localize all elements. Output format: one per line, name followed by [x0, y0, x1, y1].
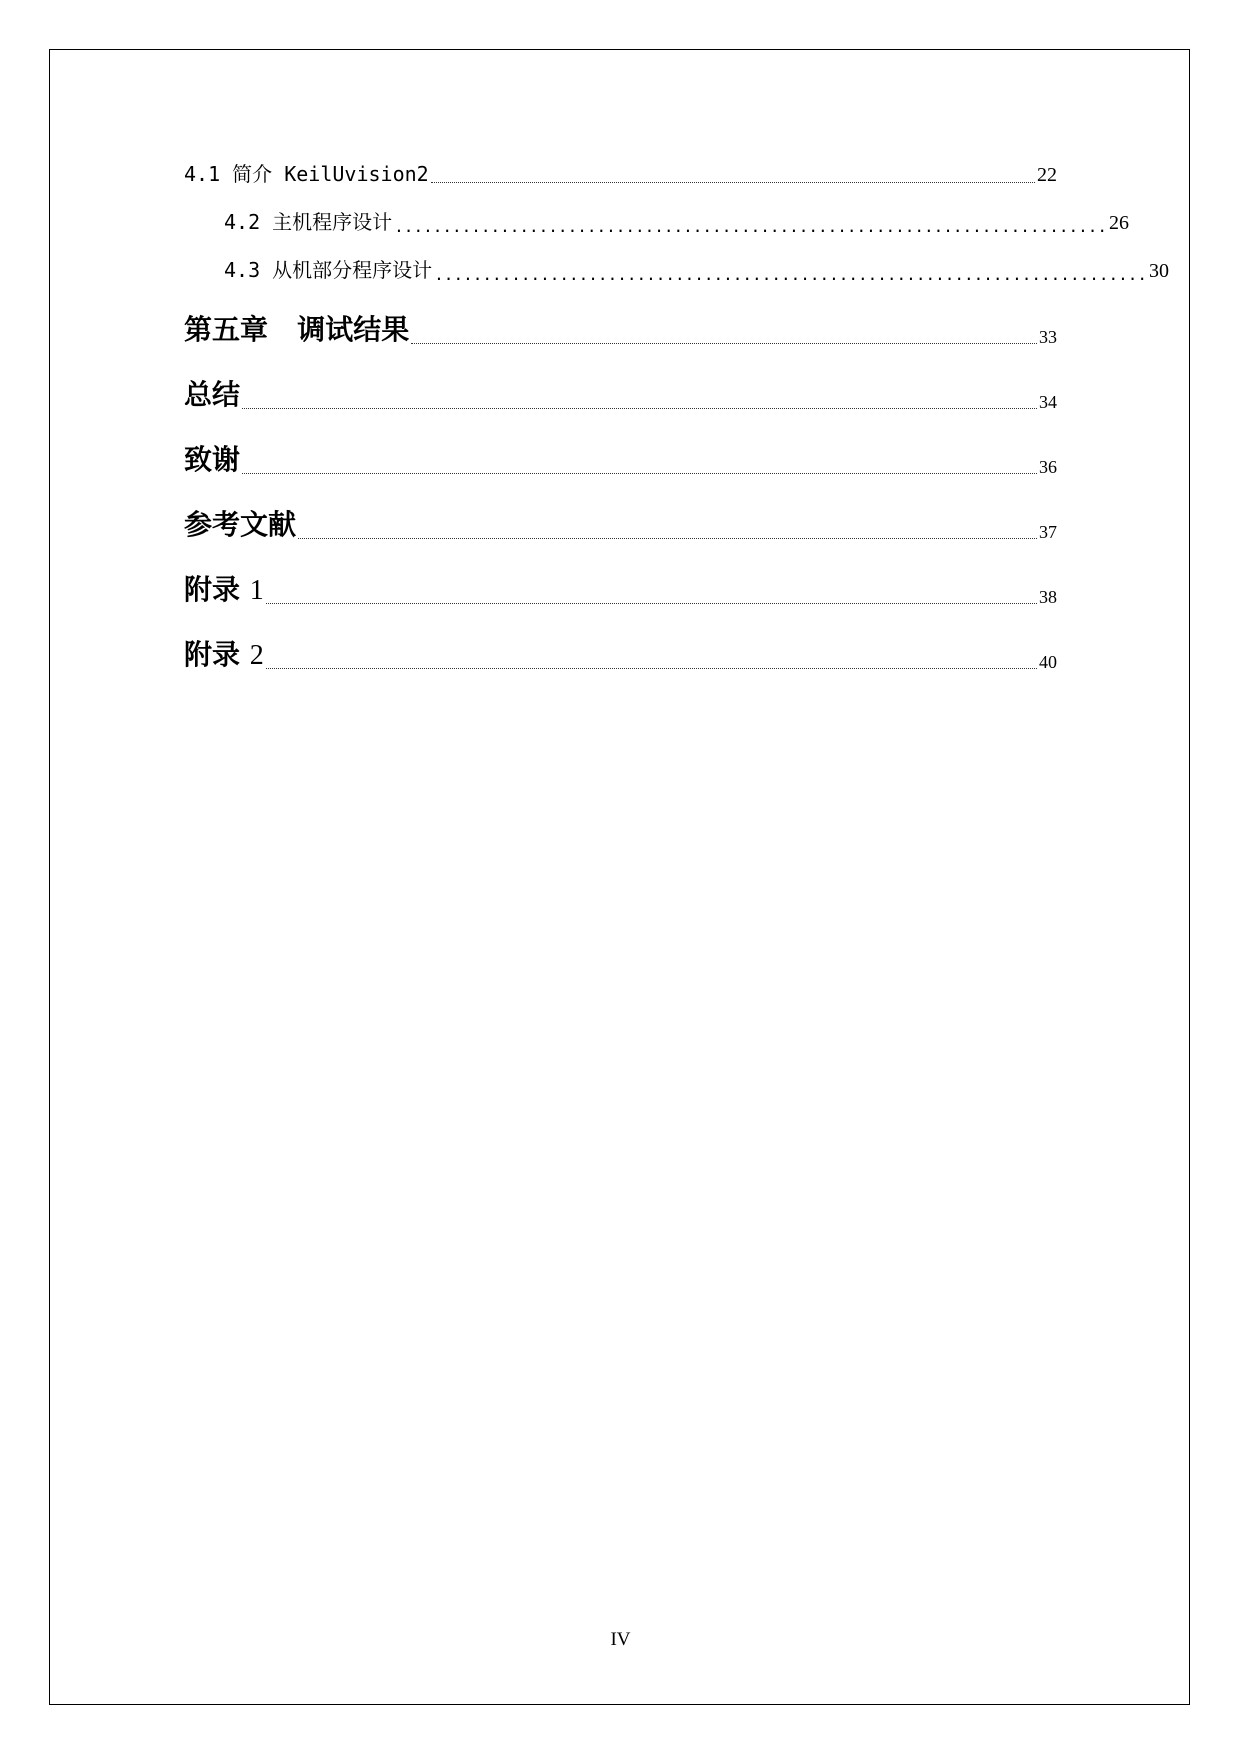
toc-entry-label-number: 2 — [249, 640, 264, 671]
toc-dot-leader — [242, 462, 1037, 478]
toc-entry-page: 34 — [1039, 392, 1057, 412]
toc-dot-leader — [266, 657, 1037, 673]
page-number: IV — [610, 1629, 631, 1650]
toc-entry-summary[interactable] — [184, 373, 1057, 413]
toc-entry-page: 33 — [1039, 327, 1057, 347]
toc-entry-label: 致谢 — [184, 443, 241, 476]
toc-entry-acknowledgements[interactable] — [184, 438, 1057, 478]
toc-dot-leader — [431, 171, 1035, 187]
toc-entry-label: 总结 — [184, 378, 241, 411]
toc-entry-page: 37 — [1039, 522, 1057, 542]
toc-entry-appendix-1[interactable] — [184, 568, 1057, 608]
toc-entry-label — [184, 633, 264, 673]
toc-entry-label-number: 1 — [249, 575, 264, 606]
toc-entry-label-text: 附录 — [184, 638, 241, 671]
toc-entry-page: 30 — [1149, 260, 1169, 282]
page-border — [49, 49, 1190, 1705]
toc-entry-page: 38 — [1039, 587, 1057, 607]
toc-entry-label-text: 附录 — [184, 573, 241, 606]
toc-entry-page: 40 — [1039, 652, 1057, 672]
toc-entry-page: 22 — [1037, 164, 1057, 186]
toc-dot-leader — [266, 592, 1037, 608]
toc-dot-leader: .......................................................................... — [394, 217, 1107, 236]
toc-entry-chapter-5[interactable] — [184, 308, 1057, 348]
toc-entry-label: 4.2 主机程序设计 — [224, 210, 393, 234]
toc-dot-leader: .......................................................................... — [434, 265, 1147, 284]
toc-entry-references[interactable] — [184, 503, 1057, 543]
toc-dot-leader — [411, 332, 1037, 348]
toc-entry-label: 4.3 从机部分程序设计 — [224, 258, 433, 282]
toc-entry-appendix-2[interactable] — [184, 633, 1057, 673]
toc-entry-4-1[interactable] — [184, 158, 1057, 187]
toc-entry-page: 36 — [1039, 457, 1057, 477]
toc-dot-leader — [298, 527, 1037, 543]
toc-entry-label: 参考文献 — [184, 508, 297, 541]
toc-entry-label — [184, 568, 264, 608]
toc-entry-4-3[interactable] — [184, 254, 1169, 284]
toc-entry-label: 4.1 简介 KeilUvision2 — [184, 162, 429, 186]
toc-entry-page: 26 — [1109, 212, 1129, 234]
toc-dot-leader — [242, 397, 1037, 413]
toc-entry-4-2[interactable] — [184, 206, 1129, 236]
toc-entry-label: 第五章 调试结果 — [184, 313, 410, 346]
